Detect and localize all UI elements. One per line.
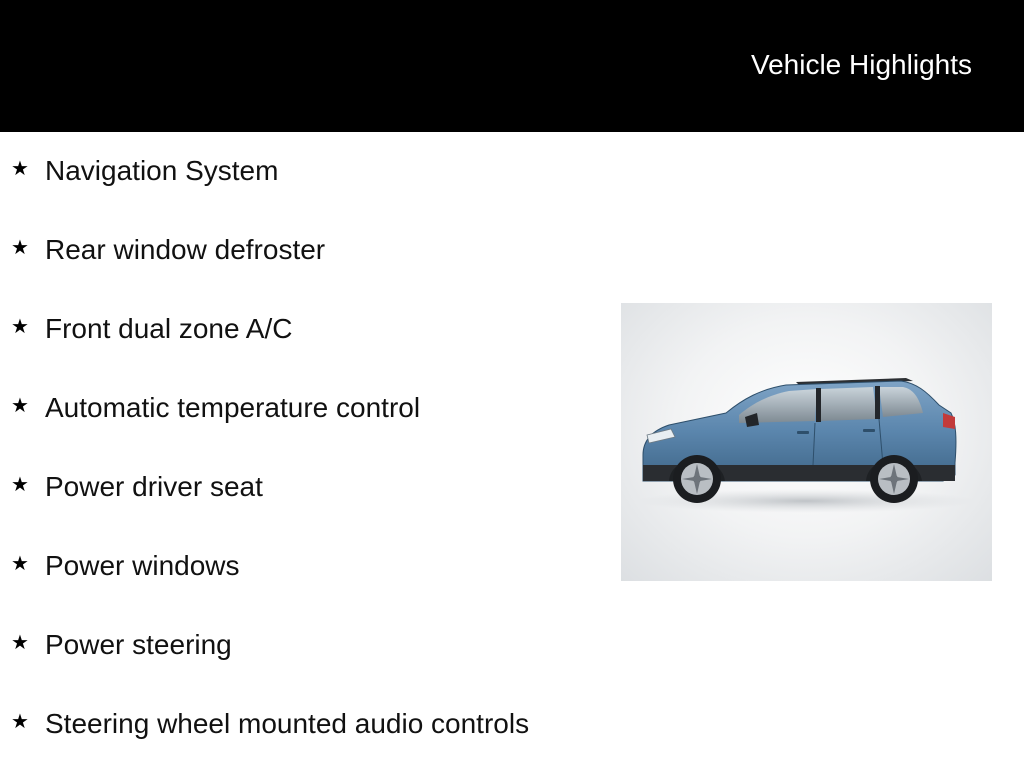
feature-label: Navigation System bbox=[45, 155, 279, 186]
feature-label: Power driver seat bbox=[45, 471, 263, 502]
feature-list-item bbox=[0, 132, 600, 211]
star-icon: ★ bbox=[11, 314, 29, 338]
star-icon: ★ bbox=[11, 156, 29, 180]
feature-list-item bbox=[0, 685, 600, 764]
star-icon: ★ bbox=[11, 472, 29, 496]
page-title: Vehicle Highlights bbox=[750, 49, 972, 80]
star-icon: ★ bbox=[11, 235, 29, 259]
feature-label: Rear window defroster bbox=[45, 234, 326, 265]
feature-label: Automatic temperature control bbox=[45, 392, 421, 423]
feature-list bbox=[0, 132, 600, 764]
suv-car-icon bbox=[621, 303, 992, 581]
star-icon: ★ bbox=[11, 630, 29, 654]
feature-list-item bbox=[0, 211, 600, 290]
feature-list-item bbox=[0, 606, 600, 685]
feature-list-item bbox=[0, 448, 600, 527]
star-icon: ★ bbox=[11, 709, 29, 733]
star-icon: ★ bbox=[11, 393, 29, 417]
feature-list-item bbox=[0, 290, 600, 369]
feature-list-item bbox=[0, 369, 600, 448]
star-icon: ★ bbox=[11, 551, 29, 575]
feature-label: Front dual zone A/C bbox=[45, 313, 293, 344]
vehicle-photo bbox=[621, 303, 992, 581]
page-header bbox=[0, 0, 1024, 132]
feature-label: Power windows bbox=[45, 550, 240, 581]
feature-label: Power steering bbox=[45, 629, 232, 660]
feature-list-item bbox=[0, 527, 600, 606]
feature-label: Steering wheel mounted audio controls bbox=[45, 708, 530, 739]
